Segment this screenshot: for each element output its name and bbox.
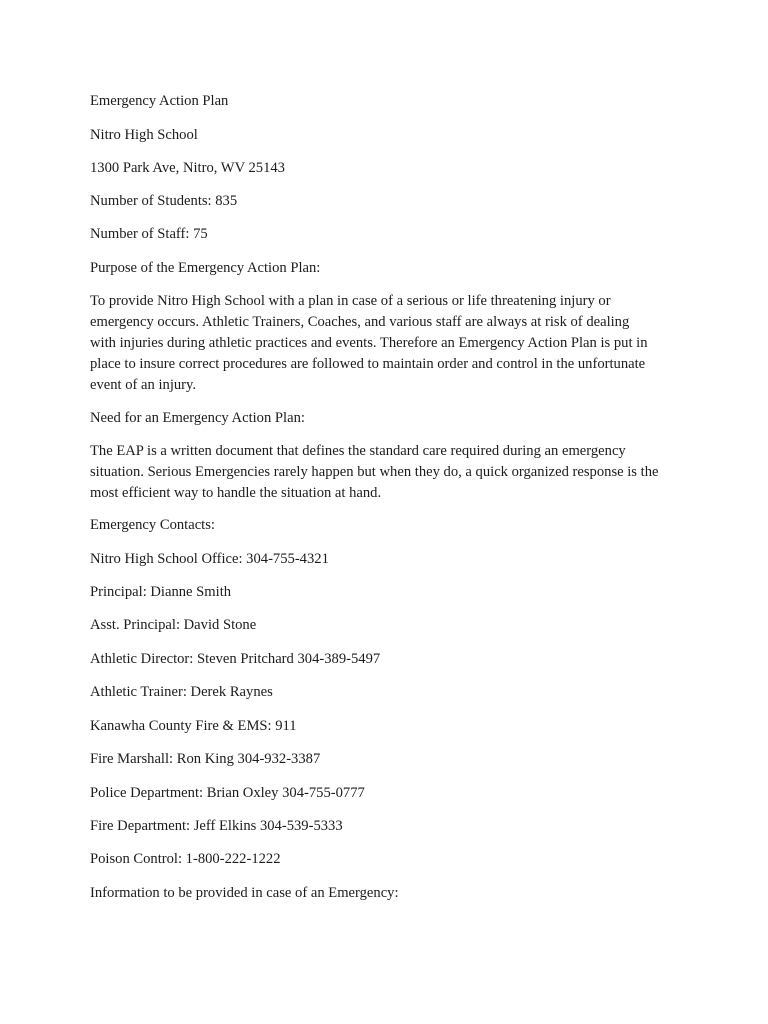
contact-athletic-director: Athletic Director: Steven Pritchard 304-389-5497 (90, 651, 381, 667)
info-heading: Information to be provided in case of an Emergency: (90, 885, 399, 901)
school-address: 1300 Park Ave, Nitro, WV 25143 (90, 160, 285, 176)
contact-asst-principal: Asst. Principal: David Stone (90, 617, 257, 633)
need-heading: Need for an Emergency Action Plan: (90, 410, 305, 426)
paragraph-line: The EAP is a written document that defines the standard care required during an emergency (90, 443, 626, 459)
contact-fire-ems: Kanawha County Fire & EMS: 911 (90, 718, 297, 734)
paragraph-line: situation. Serious Emergencies rarely happen but when they do, a quick organized response is the (90, 464, 659, 480)
number-of-staff: Number of Staff: 75 (90, 226, 208, 242)
contact-school-office: Nitro High School Office: 304-755-4321 (90, 551, 329, 567)
contact-athletic-trainer: Athletic Trainer: Derek Raynes (90, 684, 273, 700)
need-paragraph (90, 441, 690, 504)
purpose-heading: Purpose of the Emergency Action Plan: (90, 260, 321, 276)
paragraph-line: event of an injury. (90, 377, 197, 393)
paragraph-line: most efficient way to handle the situation at hand. (90, 485, 382, 501)
paragraph-line: emergency occurs. Athletic Trainers, Coaches, and various staff are always at risk of dealing (90, 314, 630, 330)
contact-fire-department: Fire Department: Jeff Elkins 304-539-5333 (90, 818, 343, 834)
number-of-students: Number of Students: 835 (90, 193, 238, 209)
contact-principal: Principal: Dianne Smith (90, 584, 232, 600)
purpose-paragraph (90, 291, 690, 396)
contacts-heading: Emergency Contacts: (90, 517, 215, 533)
contact-poison-control: Poison Control: 1-800-222-1222 (90, 851, 281, 867)
paragraph-line: place to insure correct procedures are followed to maintain order and control in the unfortunate (90, 356, 646, 372)
paragraph-line: with injuries during athletic practices and events. Therefore an Emergency Action Plan is put in (90, 335, 648, 351)
contact-fire-marshall: Fire Marshall: Ron King 304-932-3387 (90, 751, 321, 767)
paragraph-line: To provide Nitro High School with a plan in case of a serious or life threatening injury or (90, 293, 611, 309)
contact-police-department: Police Department: Brian Oxley 304-755-0777 (90, 785, 365, 801)
document-title: Emergency Action Plan (90, 93, 229, 109)
school-name: Nitro High School (90, 127, 198, 143)
